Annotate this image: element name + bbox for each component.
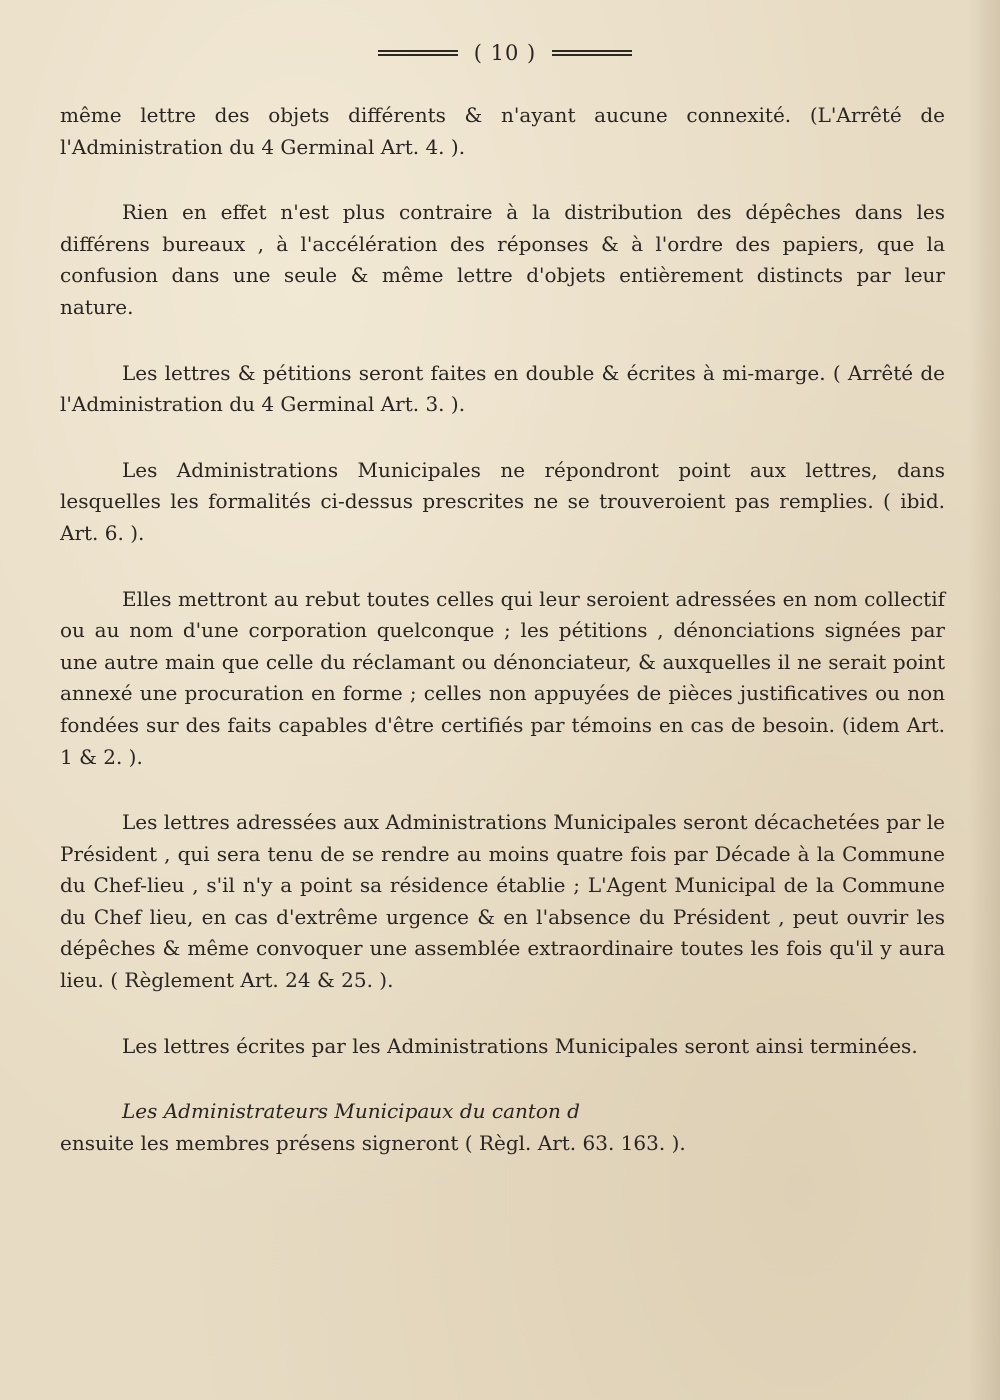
paragraph-4: Les Administrations Municipales ne répondront point aux lettres, dans lesquelles les formalités ci-dessus prescrites ne se trouveroient pas remplies. ( ibid. Art. 6. ). bbox=[60, 457, 945, 545]
page-edge-shadow bbox=[968, 0, 1000, 1400]
closing-line: ensuite les membres présens signeront ( Règl. Art. 63. 163. ). bbox=[60, 1130, 686, 1155]
paragraph-2: Rien en effet n'est plus contraire à la distribution des dépêches dans les différens bureaux , à l'accélération des réponses & à l'ordre des papiers, que la confusion dans une seule & même lettre d'objets entièrement distincts par leur nature. bbox=[60, 200, 945, 319]
paragraph-7: Les lettres écrites par les Administrations Municipales seront ainsi terminées. bbox=[122, 1033, 918, 1058]
body-text bbox=[60, 100, 945, 1159]
paragraph-6: Les lettres adressées aux Administrations Municipales seront décachetées par le Président , qui sera tenu de se rendre au moins quatre fois par Décade à la Commune du Chef-lieu , s'il n'y a point sa résidence établie ; L'Agent Municipal de la Commune du Chef lieu, en cas d'extrême urgence & en l'absence du Président , peut ouvrir les dépêches & même convoquer une assemblée extraordinaire toutes les fois qu'il y aura lieu. ( Règlement Art. 24 & 25. ). bbox=[60, 810, 945, 993]
header-rule-left bbox=[378, 50, 458, 56]
paragraph-3: Les lettres & pétitions seront faites en double & écrites à mi-marge. ( Arrêté de l'Administration du 4 Germinal Art. 3. ). bbox=[60, 360, 945, 417]
paragraph-5: Elles mettront au rebut toutes celles qui leur seroient adressées en nom collectif ou au nom d'une corporation quelconque ; les pétitions , dénonciations signées par une autre main que celle du réclamant ou dénonciateur, & auxquelles il ne serait point annexé une procuration en forme ; celles non appuyées de pièces justificatives ou non fondées sur des faits capables d'être certifiés par témoins en cas de besoin. (idem Art. 1 & 2. ). bbox=[60, 586, 945, 769]
header-rule-right bbox=[552, 50, 632, 56]
signature-line: Les Administrateurs Municipaux du canton d bbox=[122, 1099, 580, 1124]
paragraph-1: même lettre des objets différents & n'ayant aucune connexité. (L'Arrêté de l'Administration du 4 Germinal Art. 4. ). bbox=[60, 103, 945, 159]
page-number: ( 10 ) bbox=[473, 41, 537, 65]
page-header bbox=[365, 40, 645, 66]
